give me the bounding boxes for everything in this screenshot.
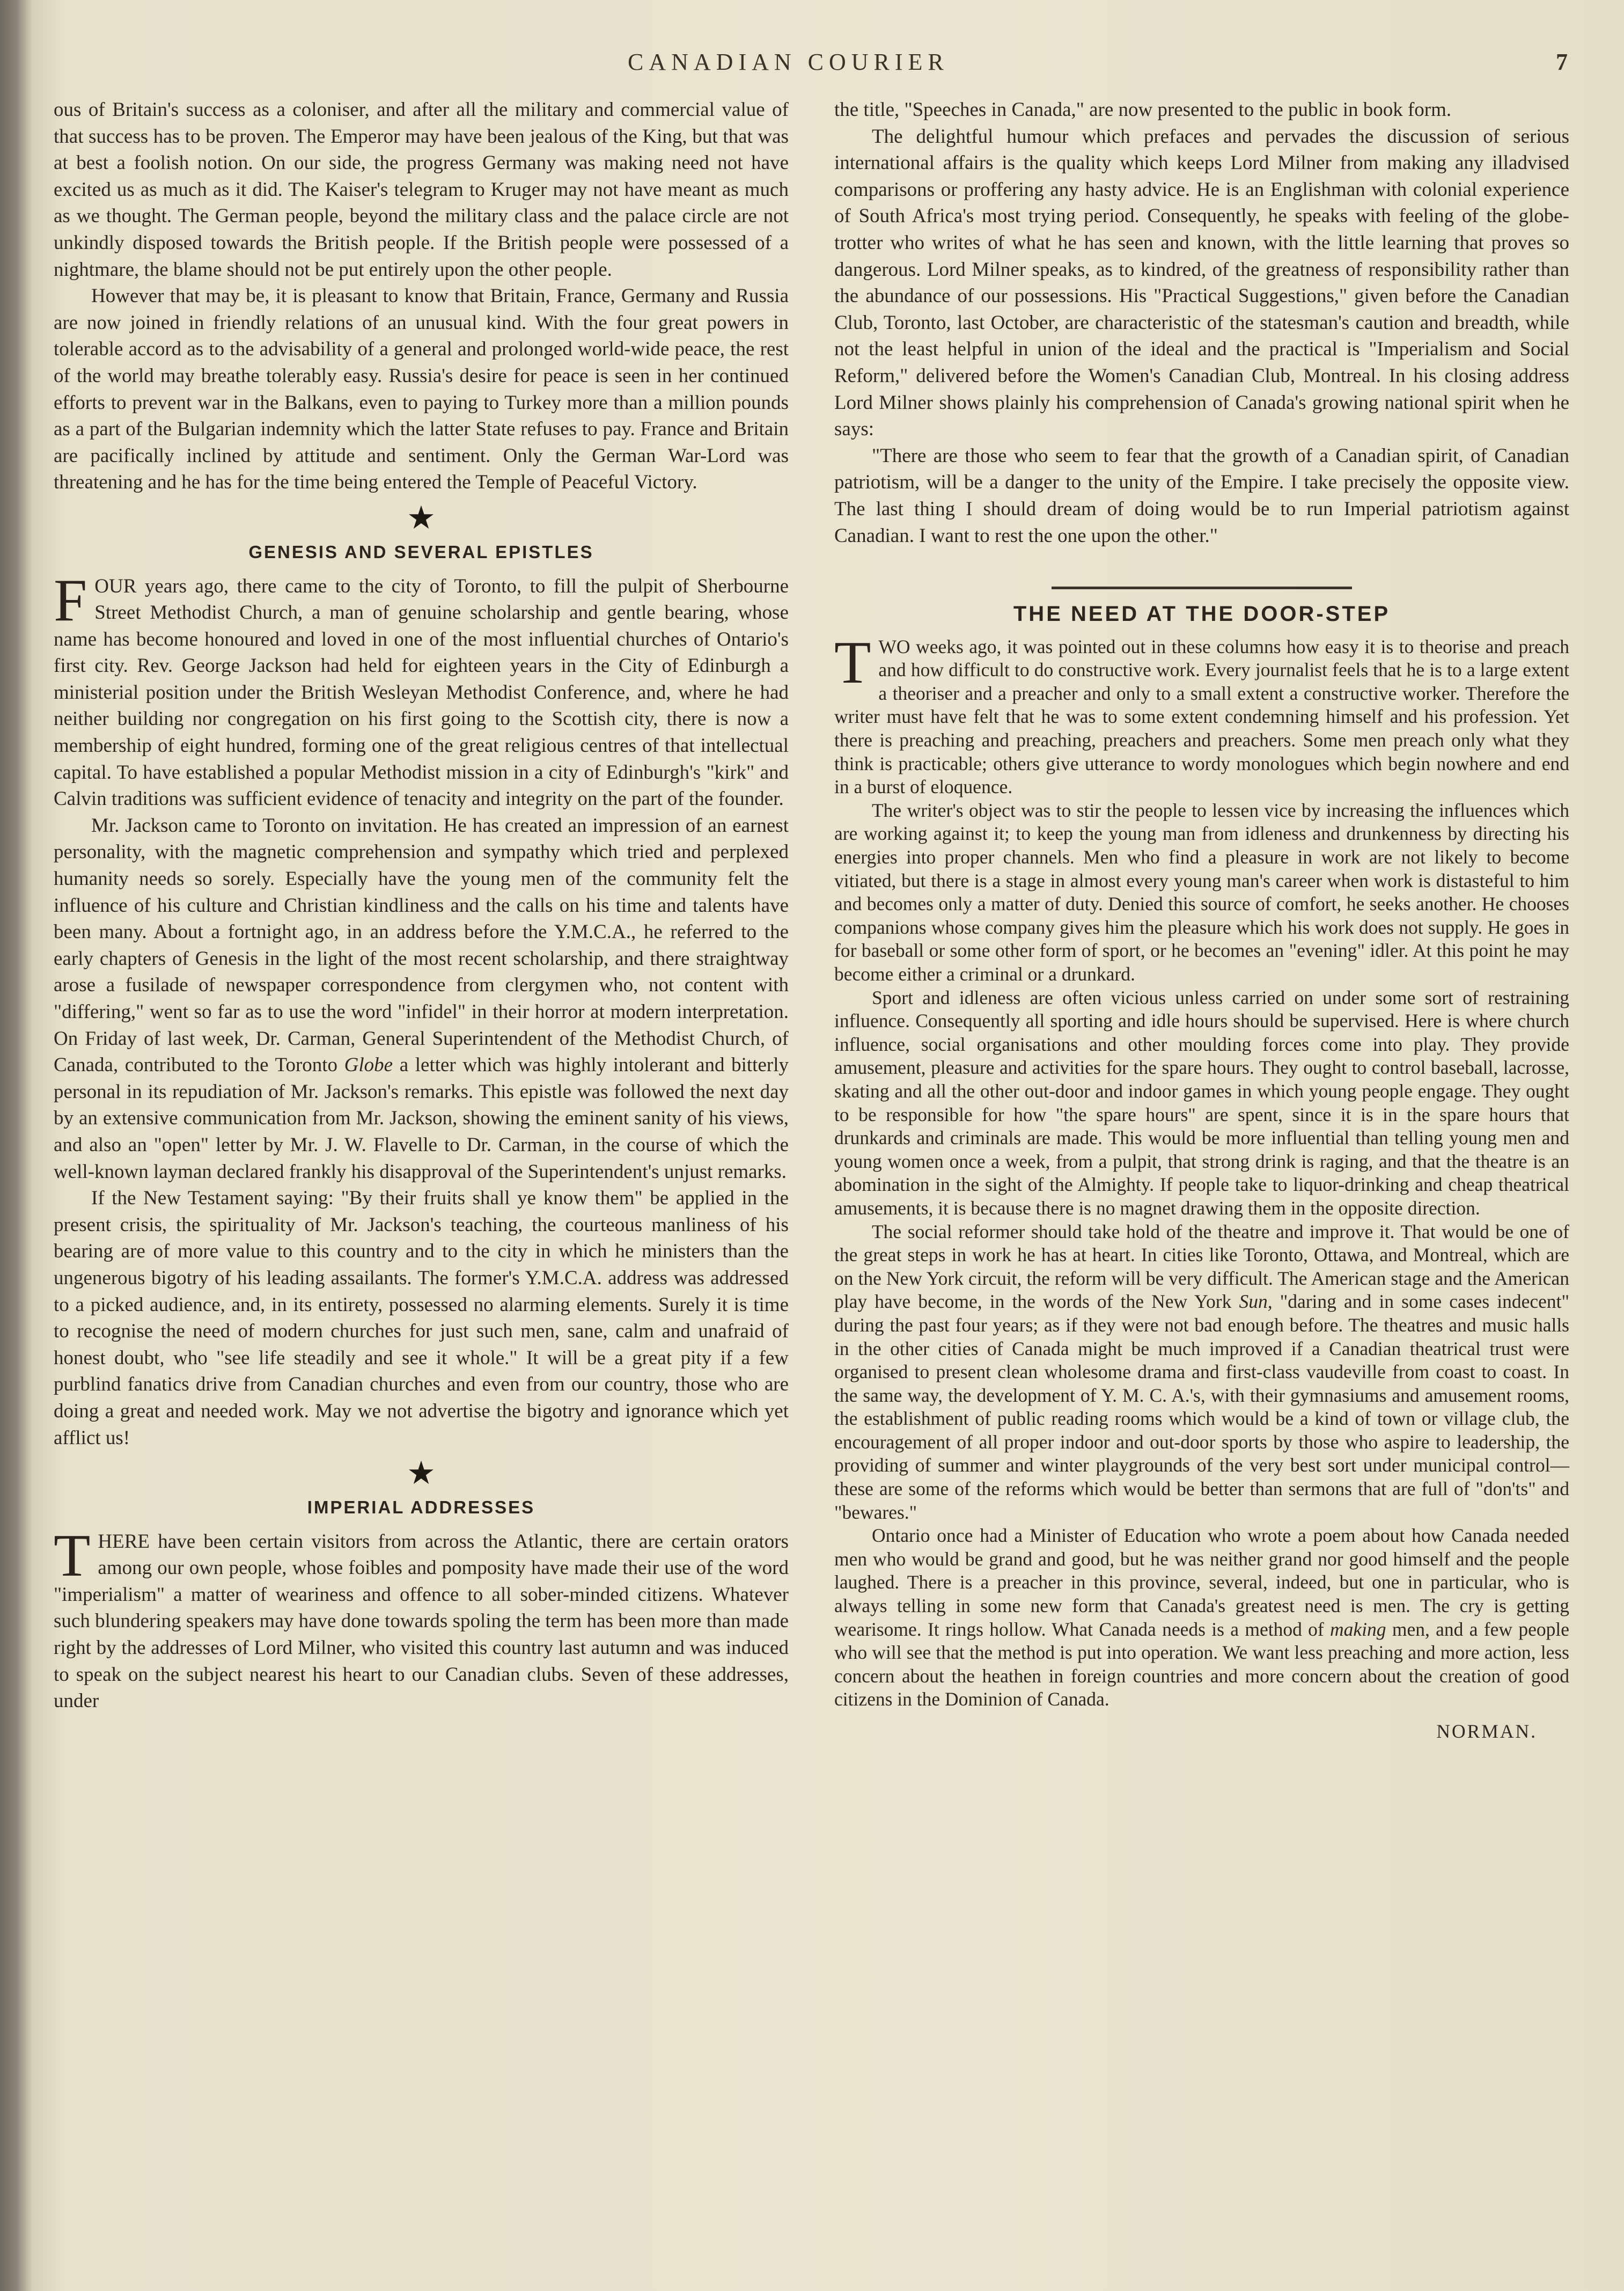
need-paragraph-1-text: WO weeks ago, it was pointed out in these columns how easy it is to theorise and preach and how difficult to do constructive work. Every journalist feels that he is to a large extent a theoriser and a preacher and only to a small extent a constructive worker. Therefore the writer must have felt that he was to some extent condemning himself and his profession. Yet there is preaching and preaching, preachers and preachers. Some men preach only what they think is practicable; others give utterance to wordy monologues which begin nowhere and end in a burst of eloquence. [834,635,1569,798]
need-paragraph-5-text-b: men, and a few people who will see that the method is put into operation. We want less preaching and more action, less concern about the heathen in foreign countries and more concern about the creation of good citizens in the Dominion of Canada. [834,1618,1569,1710]
left-column [54,97,789,1715]
right-column [834,97,1569,1744]
section-rule [1052,587,1352,589]
genesis-paragraph-2 [54,813,789,1185]
author-signature: NORMAN. [1436,1721,1537,1742]
need-paragraph-5 [834,1524,1569,1711]
peace-paragraph: However that may be, it is pleasant to know that Britain, France, Germany and Russia are now joined in friendly relations of an unusual kind. With the four great powers in tolerable accord as to the advisability of a general and prolonged world-wide peace, the rest of the world may breathe tolerably easy. Russia's desire for peace is seen in her continued efforts to prevent war in the Balkans, even to paying to Turkey more than a million pounds as a part of the Bulgarian indemnity which the latter State refuses to pay. France and Britain are pacifically inclined by attitude and sentiment. Only the German War-Lord was threatening and he has for the time being entered the Temple of Peaceful Victory. [54,285,789,494]
imperial-heading: IMPERIAL ADDRESSES [307,1497,535,1518]
star-separator: ★ [407,1455,436,1491]
running-title: CANADIAN COURIER [628,49,949,75]
milner-paragraph: The delightful humour which prefaces and pervades the discussion of serious international affairs is the quality which keeps Lord Milner from making any illadvised comparisons or proffering any hasty advice. He is an Englishman with colonial experience of South Africa's most trying period. Consequently, he speaks with feeling of the globe-trotter who writes of what he has seen and known, with the little learning that proves so dangerous. Lord Milner speaks, as to kindred, of the greatness of responsibility rather than the abundance of our possessions. His "Practical Suggestions," given before the Canadian Club, Toronto, last October, are characteristic of the statesman's caution and breadth, while not the least helpful in union of the ideal and the practical is "Imperialism and Social Reform," delivered before the Women's Canadian Club, Montreal. In his closing address Lord Milner shows plainly his comprehension of Canada's growing national spirit when he says: [834,125,1569,441]
star-separator: ★ [407,500,436,536]
imperial-dropcap: T [54,1522,91,1589]
article-continuation-paragraph: ous of Britain's success as a coloniser, and after all the military and commercial value of that success has to be proven. The Emperor may have been jealous of the King, but that was at best a foolish notion. On our side, the progress Germany was making need not have excited us as much as it did. The Kaiser's telegram to Kruger may not have meant as much as we thought. The German people, beyond the military class and the palace circle are not unkindly disposed towards the British people. If the British people were possessed of a nightmare, the blame should not be put entirely upon the other people. [54,99,789,281]
need-paragraph-4-text-b: "daring and in some cases indecent" during the past four years; as if they were not bad enough before. The theatres and music halls in the other cities of Canada might be much improved if a Canadian theatrical trust were organised to present clean wholesome drama and first-class vaudeville from coast to coast. In the same way, the development of Y. M. C. A.'s, with their gymnasiums and amusement rooms, the establishment of public reading rooms which would be a kind of town or village club, the encouragement of all proper indoor and out-door sports by those who aspire to leadership, the providing of summer and winter playgrounds of the very best sort under municipal control—these are some of the reforms which would be better than sermons that are full of "don'ts" and "bewares." [834,1291,1569,1523]
page-header [0,48,1624,80]
milner-quote: "There are those who seem to fear that the growth of a Canadian spirit, of Canadian patriotism, will be a danger to the unity of the Empire. I take precisely the opposite view. The last thing I should dream of doing would be to run Imperial patriotism against Canadian. I want to rest the one upon the other." [834,444,1569,547]
making-emphasis: making [1330,1618,1386,1640]
genesis-paragraph-1 [54,567,789,813]
genesis-paragraph-3: If the New Testament saying: "By their fruits shall ye know them" be applied in the present crisis, the spirituality of Mr. Jackson's teaching, the courteous manliness of his bearing are of more value to this country and to the city in which he ministers than the ungenerous bigotry of his leading assailants. The former's Y.M.C.A. address was addressed to a picked audience, and, in its entirety, possessed no alarming elements. Surely it is time to recognise the need of modern churches for just such men, sane, calm and unafraid of honest doubt, who "see life steadily and see it whole." It will be a great pity if a few purblind fanatics drive from Canadian churches and even from our country, those who are doing a great and needed work. May we not advertise the bigotry and ignorance which yet afflict us! [54,1187,789,1449]
globe-newspaper-name: Globe [344,1054,393,1077]
genesis-paragraph-2-text-b: a letter which was highly intolerant and bitterly personal in its repudiation of Mr. Jackson's remarks. This epistle was followed the next day by an extensive communication from Mr. Jackson, showing the eminent sanity of his views, and also an "open" letter by Mr. J. W. Flavelle to Dr. Carman, in the course of which the well-known layman declared frankly his disapproval of the Superintendent's unjust remarks. [54,1054,789,1183]
page-number: 7 [1556,49,1568,75]
imperial-continuation-paragraph: the title, "Speeches in Canada," are now presented to the public in book form. [834,99,1452,121]
need-dropcap: T [834,629,871,696]
need-paragraph-4-text-a: The social reformer should take hold of the theatre and improve it. That would be one of the great steps in work he has at heart. In cities like Toronto, Ottawa, and Montreal, which are on the New York circuit, the reform will be very difficult. The American stage and the American play have become, in the words of the New York [834,1220,1569,1313]
need-paragraph-4 [834,1220,1569,1525]
need-paragraph-2: The writer's object was to stir the people to lessen vice by increasing the influences which are working against it; to keep the young man from idleness and drunkenness by directing his energies into proper channels. Men who find a pleasure in work are not likely to become vitiated, but there is a stage in almost every young man's career when work is distasteful to him and becomes only a matter of duty. Denied this source of comfort, he seeks another. He chooses companions whose company gives him the pleasure which his work does not supply. He goes in for baseball or some other form of sport, or he becomes an "evening" idler. At this point he may become either a criminal or a drunkard. [834,799,1569,985]
need-article-body [834,629,1569,1744]
imperial-paragraph-1 [54,1522,789,1715]
need-paragraph-3: Sport and idleness are often vicious unless carried on under some sort of restraining influence. Consequently all sporting and idle hours should be supervised. Here is where church influence, social organisations and other moulding forces come into play. They provide amusement, pleasure and activities for the spare hours. They ought to control baseball, lacrosse, skating and all the other out-door and indoor games in which young people engage. They ought to be responsible for how "the spare hours" are spent, since it is in the spare hours that drunkards and criminals are made. This would be more influential than telling young men and young women once a week, from a pulpit, that strong drink is raging, and that the theatre is an abomination in the sight of the Almighty. If people take to liquor-drinking and cheap theatrical amusements, it is because there is no magnet drawing them in the opposite direction. [834,986,1569,1219]
need-heading: THE NEED AT THE DOOR-STEP [1013,602,1391,626]
genesis-heading: GENESIS AND SEVERAL EPISTLES [248,541,594,562]
genesis-dropcap: F [54,567,87,634]
need-paragraph-5-text-a: Ontario once had a Minister of Education who wrote a poem about how Canada needed men who would be grand and good, but he was neither grand nor good himself and the people laughed. There is a preacher in this province, several, indeed, but one in particular, who is always telling in some new form that Canada's greatest need is men. The cry is getting wearisome. It rings hollow. What Canada needs is a method of [834,1525,1569,1640]
imperial-paragraph-1-text: HERE have been certain visitors from across the Atlantic, there are certain orators among our own people, whose foibles and pomposity have made their use of the word "imperialism" a matter of weariness and offence to all sober-minded citizens. Whatever such blundering speakers may have done towards spoling the term has been more than made right by the addresses of Lord Milner, who visited this country last autumn and was induced to speak on the subject nearest his heart to our Canadian clubs. Seven of these addresses, under [54,1530,789,1712]
sun-newspaper-name: Sun, [1239,1291,1273,1313]
need-paragraph-1 [834,629,1569,799]
genesis-paragraph-2-text-a: Mr. Jackson came to Toronto on invitation. He has created an impression of an earnest personality, with the magnetic comprehension and sympathy which tried and perplexed humanity needs so sorely. Especially have the young men of the community felt the influence of his culture and Christian kindliness and the calls on his time and talents have been many. About a fortnight ago, in an address before the Y.M.C.A., he referred to the early chapters of Genesis in the light of the most recent scholarship, and there straightway arose a fusilade of newspaper correspondence from clergymen who, not content with "differing," went so far as to use the word "infidel" in their horror at modern interpretation. On Friday of last week, Dr. Carman, General Superintendent of the Methodist Church, of Canada, contributed to the Toronto [54,814,789,1077]
genesis-paragraph-1-text: OUR years ago, there came to the city of Toronto, to fill the pulpit of Sherbourne Street Methodist Church, a man of genuine scholarship and gentle bearing, whose name has become honoured and loved in one of the most influential churches of Ontario's first city. Rev. George Jackson had held for eighteen years in the City of Edinburgh a ministerial position under the British Wesleyan Methodist Conference, and, where he had neither building nor congregation on his first going to the Scottish city, there is now a membership of eight hundred, forming one of the great religious centres of that intellectual capital. To have established a popular Methodist mission in a city of Edinburgh's "kirk" and Calvin traditions was sufficient evidence of tenacity and integrity on the part of the founder. [54,575,789,810]
